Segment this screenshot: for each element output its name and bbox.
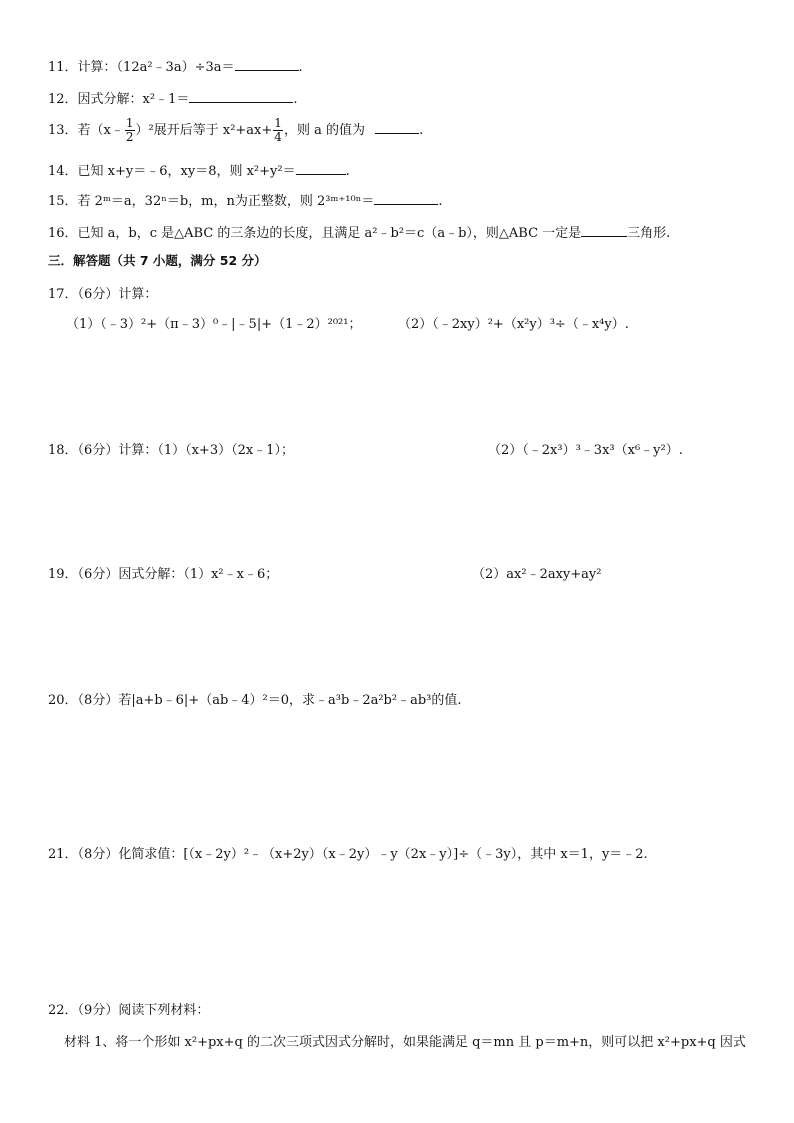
question-text: 计算：（12a²﹣3a）÷3a＝ <box>77 60 235 75</box>
question-number: 15． <box>48 194 78 209</box>
question-text-pre: 已知 a，b，c 是△ABC 的三条边的长度，且满足 a²﹣b²＝c（a﹣b），则△ABC 一定是 <box>77 226 582 241</box>
question-text-mid: ）²展开后等于 x²+ax+ <box>135 123 273 138</box>
question-text: 若 2ᵐ＝a，32ⁿ＝b，m，n为正整数，则 2³ᵐ⁺¹⁰ⁿ＝ <box>77 194 375 209</box>
question-22-material-1: 材料 1、将一个形如 x²+px+q 的二次三项式因式分解时，如果能满足 q＝mn 且 p＝m+n，则可以把 x²+px+q 因式 <box>64 1035 746 1050</box>
answer-blank[interactable] <box>375 119 419 134</box>
question-text: （8分）化简求值：[（x﹣2y）²﹣（x+2y）（x﹣2y）﹣y（2x﹣y）]÷（﹣3y），其中 x＝1，y＝﹣2. <box>77 847 648 862</box>
question-head: （9分）阅读下列材料： <box>77 1003 210 1018</box>
question-number: 11． <box>48 60 78 75</box>
question-17-part-1: （1）（﹣3）²+（π﹣3）⁰﹣|﹣5|+（1﹣2）²⁰²¹； <box>66 317 362 332</box>
question-text: 已知 x+y＝﹣6，xy＝8，则 x²+y²＝ <box>77 164 296 179</box>
question-head: （6分）计算： <box>77 287 158 302</box>
question-19 <box>48 566 278 584</box>
question-15: 15．若 2ᵐ＝a，32ⁿ＝b，m，n为正整数，则 2³ᵐ⁺¹⁰ⁿ＝ . <box>48 190 443 211</box>
answer-blank[interactable] <box>235 56 299 71</box>
question-13: 13．若（x﹣ $\frac{1}{2}$ ）²展开后等于 x²+ax+ $\frac{1}{4}$ ，则 a 的值为 . <box>48 116 424 144</box>
answer-blank[interactable] <box>296 160 346 175</box>
answer-blank[interactable] <box>374 190 438 205</box>
question-number: 20． <box>48 693 78 708</box>
question-number: 22． <box>48 1003 78 1018</box>
question-11: 11．计算：（12a²﹣3a）÷3a＝ . <box>48 56 303 77</box>
question-22 <box>48 1002 209 1020</box>
question-number: 18． <box>48 443 78 458</box>
question-number: 19． <box>48 567 78 582</box>
answer-blank[interactable] <box>189 88 293 103</box>
question-number: 12． <box>48 92 78 107</box>
question-14: 14．已知 x+y＝﹣6，xy＝8，则 x²+y²＝ . <box>48 160 350 181</box>
question-number: 21． <box>48 847 78 862</box>
question-head: （6分）计算：（1）（x+3）（2x﹣1）； <box>77 443 294 458</box>
question-number: 13． <box>48 123 78 138</box>
question-text: 因式分解：x²﹣1＝ <box>77 92 190 107</box>
section-heading: 三．解答题（共 7 小题，满分 52 分） <box>48 253 267 268</box>
question-17-part-2: （2）（﹣2xy）²+（x²y）³÷（﹣x⁴y）. <box>398 317 629 332</box>
question-19-part-2: （2）ax²﹣2axy+ay² <box>472 567 602 582</box>
question-head: （6分）因式分解：（1）x²﹣x﹣6； <box>77 567 279 582</box>
question-text-pre: 若（x﹣ <box>77 123 124 138</box>
question-20 <box>48 692 462 710</box>
question-17 <box>48 286 157 304</box>
question-number: 17． <box>48 287 78 302</box>
question-21 <box>48 846 648 864</box>
question-text-post: ，则 a 的值为 <box>283 123 365 138</box>
question-18-part-2: （2）（﹣2x³）³﹣3x³（x⁶﹣y²）. <box>488 443 683 458</box>
question-number: 14． <box>48 164 78 179</box>
question-12: 12．因式分解：x²﹣1＝ . <box>48 88 298 109</box>
question-text: （8分）若|a+b﹣6|+（ab﹣4）²＝0，求﹣a³b﹣2a²b²﹣ab³的值. <box>77 693 462 708</box>
question-number: 16． <box>48 226 78 241</box>
fraction-one-quarter: $\frac{1}{4}$ <box>274 116 282 144</box>
question-18 <box>48 442 294 460</box>
fraction-one-half: $\frac{1}{2}$ <box>125 116 134 144</box>
question-text-post: 三角形. <box>627 226 671 241</box>
question-16 <box>48 222 670 243</box>
answer-blank[interactable] <box>581 222 627 237</box>
